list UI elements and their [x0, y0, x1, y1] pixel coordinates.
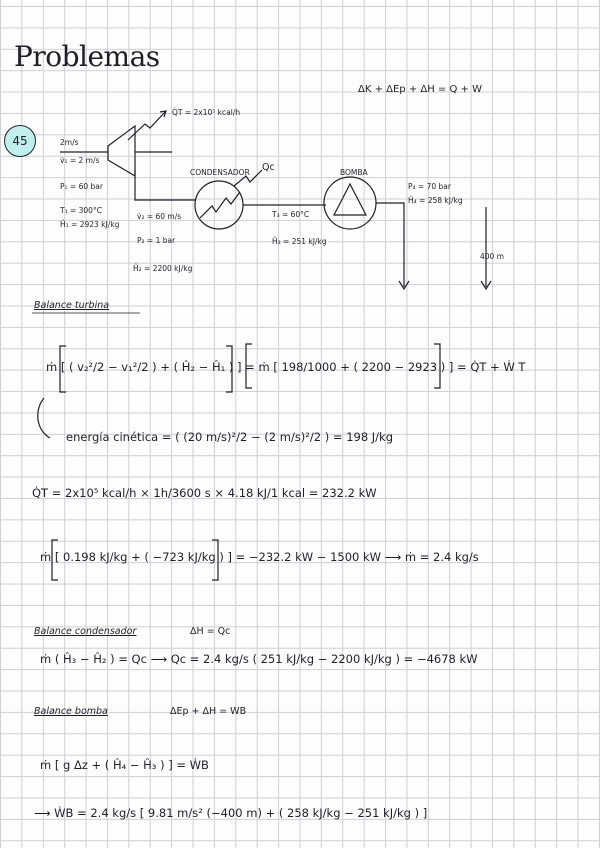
- inlet-velocity-label: v̇₁ = 2 m/s: [60, 156, 100, 165]
- energy-balance-equation: ΔK + ΔEp + ΔH = Q + W: [358, 84, 482, 95]
- pump-equation: ṁ [ g Δz + ( Ĥ₄ − Ĥ₃ ) ] = ẆB: [40, 758, 209, 772]
- turbine-outlet-line: [135, 170, 195, 200]
- pump-heading: Balance bomba: [34, 706, 108, 717]
- turbine-equation: ṁ [ ( v₂²/2 − v₁²/2 ) + ( Ĥ₂ − Ĥ₁ ) ] = ṁ [ 198/1000 + ( 2200 − 2923 ) ] = Q̇T + Ẇ T: [46, 360, 526, 374]
- problem-number-badge: 45: [4, 125, 36, 157]
- inlet-enthalpy-label: Ĥ₁ = 2923 kJ/kg: [60, 220, 120, 229]
- mass-flow-equation: ṁ [ 0.198 kJ/kg + ( −723 kJ/kg ) ] = −232.2 kW − 1500 kW ⟶ ṁ = 2.4 kg/s: [40, 550, 479, 564]
- condenser-coil: [200, 192, 240, 218]
- outlet-pressure-label: P₂ = 1 bar: [137, 236, 176, 245]
- outlet-velocity-label: v̇₂ = 60 m/s: [137, 212, 182, 221]
- inlet-mass-label: 2m/s: [60, 138, 79, 147]
- height-label: 400 m: [480, 252, 505, 261]
- condenser-equation: ṁ ( Ĥ₃ − Ĥ₂ ) = Qc ⟶ Qc = 2.4 kg/s ( 251 kJ/kg − 2200 kJ/kg ) = −4678 kW: [40, 652, 478, 666]
- kinetic-energy-equation: energía cinética = ( (20 m/s)²/2 − (2 m/s)²/2 ) = 198 J/kg: [66, 430, 394, 444]
- pump-dh: ΔEp + ΔH = WB: [170, 706, 247, 717]
- t3-label: T₃ = 60°C: [272, 210, 310, 219]
- condenser-circle: [195, 181, 243, 229]
- condenser-heading: Balance condensador: [34, 626, 137, 637]
- inlet-temperature-label: T₁ = 300°C: [60, 206, 102, 215]
- condenser-dh: ΔH = Qc: [190, 626, 231, 637]
- turbine-shape: [108, 126, 135, 176]
- turbine-heading: Balance turbina: [34, 300, 110, 311]
- pump-outlet-line: [376, 203, 404, 287]
- inlet-pressure-label: P₁ = 60 bar: [60, 182, 103, 191]
- qt-conversion: Q̇T = 2x10⁵ kcal/h × 1h/3600 s × 4.18 kJ/1 kcal = 232.2 kW: [32, 486, 377, 500]
- h3-label: Ĥ₃ = 251 kJ/kg: [272, 237, 327, 246]
- page-title: Problemas: [14, 40, 160, 73]
- outlet-enthalpy-label: Ĥ₂ = 2200 kJ/kg: [133, 264, 193, 273]
- h4-label: Ĥ₄ = 258 kJ/kg: [408, 196, 463, 205]
- pump-triangle: [334, 184, 366, 215]
- qt-arrow: [128, 112, 165, 140]
- pump-work-equation: ⟶ ẆB = 2.4 kg/s [ 9.81 m/s² (−400 m) + ( 258 kJ/kg − 251 kJ/kg ) ]: [34, 806, 428, 820]
- qt-label: Q̇T = 2x10⁵ kcal/h: [172, 108, 241, 117]
- condenser-label: CONDENSADOR: [190, 168, 250, 177]
- qc-label: Qc: [262, 162, 275, 173]
- pump-label: BOMBA: [340, 168, 368, 177]
- p4-label: P₄ = 70 bar: [408, 182, 451, 191]
- ke-curl: [38, 398, 50, 438]
